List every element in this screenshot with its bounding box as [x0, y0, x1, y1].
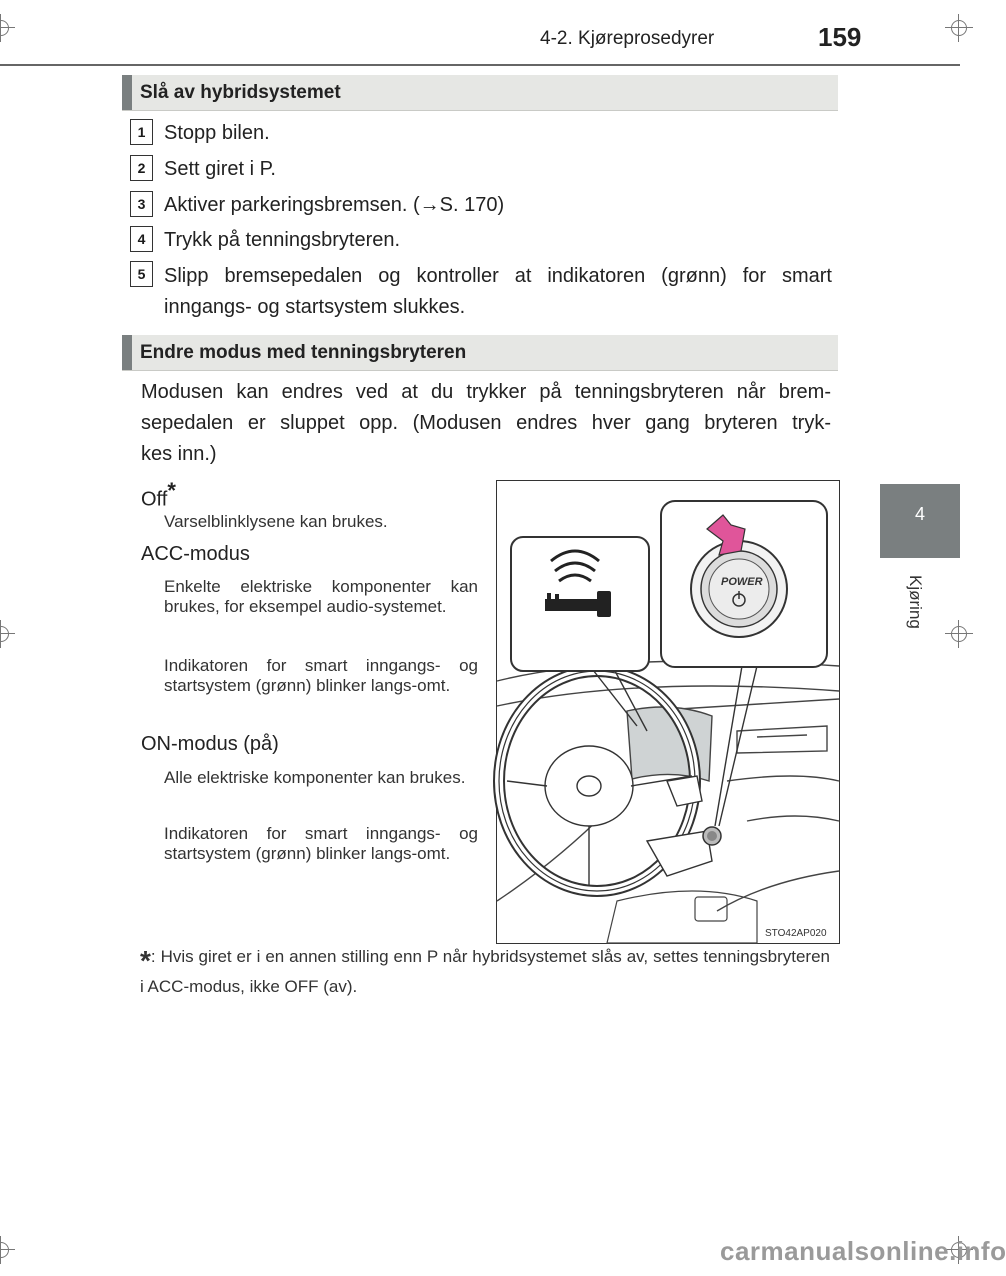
mode-description: Indikatoren for smart inngangs- og startsystem (grønn) blinker langs-omt. — [164, 656, 478, 695]
step-number: 2 — [130, 155, 153, 181]
mode-description: Indikatoren for smart inngangs- og startsystem (grønn) blinker langs-omt. — [164, 824, 478, 863]
section-accent — [122, 75, 132, 110]
chapter-tab-number: 4 — [914, 504, 925, 524]
step-number: 1 — [130, 119, 153, 145]
footnote-star: * — [140, 945, 151, 976]
chapter-tab-label: Kjøring — [906, 575, 925, 629]
section-title: Slå av hybridsystemet — [140, 82, 341, 103]
figure-code: STO42AP020 — [765, 928, 827, 939]
power-label: POWER — [721, 576, 763, 588]
step-text-continued: inngangs- og startsystem slukkes. — [164, 296, 466, 318]
intro-line: kes inn.) — [141, 443, 217, 465]
step-text: Sett giret i P. — [164, 158, 276, 180]
footnote-text: : Hvis giret er i en annen stilling enn P når hybridsystemet slås av, settes tenningsbryteren i ACC-modus, ikke OFF (av). — [140, 947, 830, 996]
step-number: 4 — [130, 226, 153, 252]
step-text: Slipp bremsepedalen og kontroller at indikatoren (grønn) for smart — [164, 265, 832, 287]
crop-mark — [0, 14, 15, 42]
section-heading-modes — [122, 335, 838, 371]
footnote-marker: * — [167, 478, 176, 503]
mode-title-on: ON-modus (på) — [141, 733, 279, 755]
intro-line: Modusen kan endres ved at du trykker på tenningsbryteren når brem- — [141, 381, 831, 403]
step-text: Trykk på tenningsbryteren. — [164, 229, 401, 251]
step-number: 3 — [130, 191, 153, 217]
watermark: carmanualsonline.info — [720, 1236, 1006, 1266]
step-number: 5 — [130, 261, 153, 287]
crop-mark — [0, 620, 15, 648]
mode-title-text: Off — [141, 488, 168, 511]
mode-title-acc: ACC-modus — [141, 543, 250, 565]
mode-title-off — [141, 478, 176, 512]
section-accent — [122, 335, 132, 370]
step-text: Stopp bilen. — [164, 122, 270, 144]
mode-description: Varselblinklysene kan brukes. — [164, 512, 388, 531]
mode-description: Alle elektriske komponenter kan brukes. — [164, 768, 466, 787]
page-number: 159 — [818, 22, 862, 52]
section-title: Endre modus med tenningsbryteren — [140, 342, 467, 363]
footnote — [140, 944, 830, 1000]
crop-mark — [945, 620, 973, 648]
crop-mark — [945, 14, 973, 42]
mode-description: Enkelte elektriske komponenter kan brukes, for eksempel audio-systemet. — [164, 577, 478, 616]
crop-mark — [0, 1236, 15, 1264]
step-text: Aktiver parkeringsbremsen. (→S. 170) — [164, 194, 505, 216]
header-section-title: 4-2. Kjøreprosedyrer — [540, 28, 715, 49]
power-switch-illustration — [496, 480, 840, 944]
intro-line: sepedalen er sluppet opp. (Modusen endres hver gang bryteren tryk- — [141, 412, 831, 434]
header-rule — [0, 64, 960, 66]
section-heading-shutdown — [122, 75, 838, 111]
